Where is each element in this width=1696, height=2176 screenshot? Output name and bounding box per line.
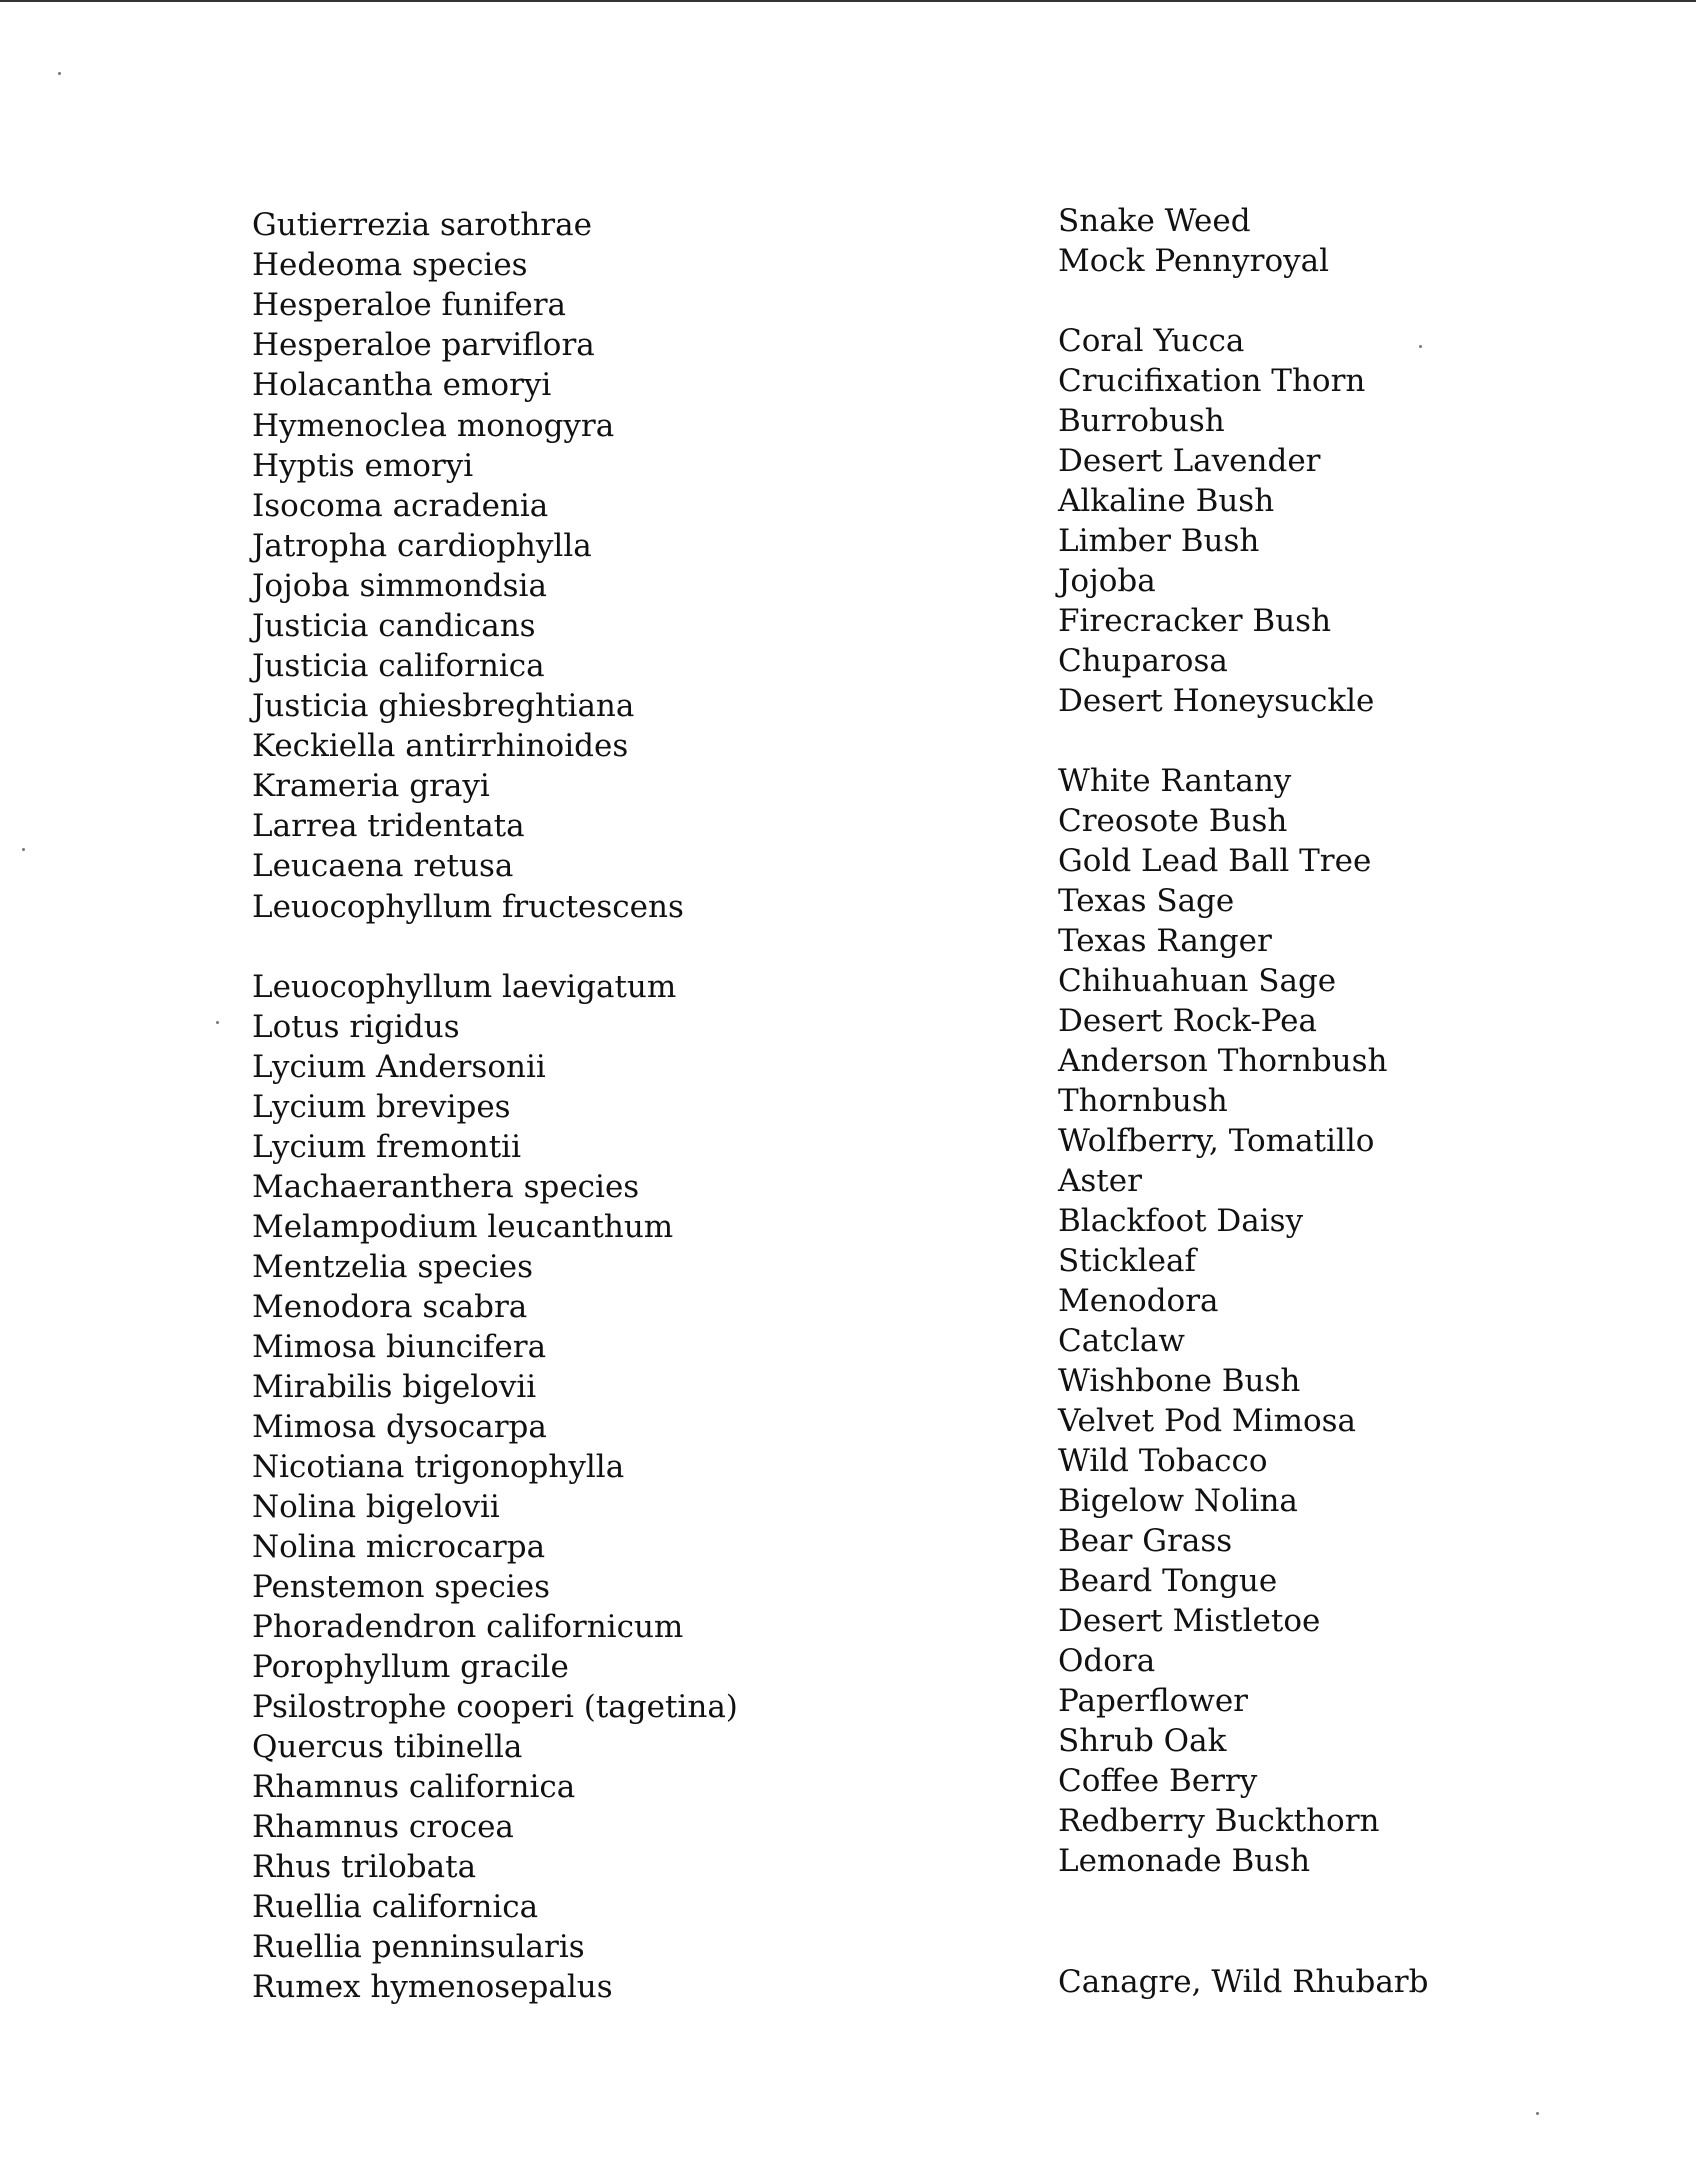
common-name: Desert Honeysuckle [1058,683,1375,719]
common-name: Desert Mistletoe [1058,1603,1321,1639]
scientific-name: Phoradendron californicum [252,1609,684,1645]
common-name: Desert Rock-Pea [1058,1003,1317,1039]
common-name: Crucifixation Thorn [1058,363,1366,399]
scientific-name: Lotus rigidus [252,1009,460,1045]
scientific-name: Hedeoma species [252,247,528,283]
common-name: Wild Tobacco [1058,1443,1268,1479]
scientific-name: Quercus tibinella [252,1729,523,1765]
scientific-name: Rhamnus crocea [252,1809,514,1845]
scientific-name: Hymenoclea monogyra [252,408,615,444]
common-name: Wolfberry, Tomatillo [1058,1123,1375,1159]
common-name: Wishbone Bush [1058,1363,1301,1399]
common-name: Shrub Oak [1058,1723,1227,1759]
scientific-name: Nolina bigelovii [252,1489,500,1525]
common-name: Menodora [1058,1283,1219,1319]
scientific-name: Jatropha cardiophylla [252,528,592,564]
scientific-name: Justicia californica [252,648,545,684]
scientific-name: Rhus trilobata [252,1849,477,1885]
common-name: Gold Lead Ball Tree [1058,843,1372,879]
scientific-name: Keckiella antirrhinoides [252,728,629,764]
scientific-name: Lycium Andersonii [252,1049,546,1085]
scientific-name: Menodora scabra [252,1289,528,1325]
common-name: Redberry Buckthorn [1058,1803,1380,1839]
scan-speck [216,1021,219,1024]
scientific-name: Mentzelia species [252,1249,533,1285]
scientific-name: Psilostrophe cooperi (tagetina) [252,1689,738,1725]
common-name: Snake Weed [1058,203,1251,239]
common-name: Beard Tongue [1058,1563,1278,1599]
common-name: White Rantany [1058,763,1292,799]
common-name: Odora [1058,1643,1156,1679]
scientific-name: Hesperaloe parviflora [252,327,595,363]
common-name: Limber Bush [1058,523,1260,559]
common-name: Stickleaf [1058,1243,1196,1279]
scientific-name: Lycium brevipes [252,1089,511,1125]
scientific-name: Leucaena retusa [252,848,514,884]
common-name: Velvet Pod Mimosa [1058,1403,1357,1439]
scientific-name: Porophyllum gracile [252,1649,569,1685]
scientific-name: Machaeranthera species [252,1169,640,1205]
common-name: Lemonade Bush [1058,1843,1311,1879]
scientific-name: Jojoba simmondsia [252,568,547,604]
scientific-name: Mimosa dysocarpa [252,1409,547,1445]
common-name: Alkaline Bush [1058,483,1275,519]
page-top-edge [0,0,1696,2]
common-name: Bigelow Nolina [1058,1483,1298,1519]
scientific-name: Gutierrezia sarothrae [252,207,592,243]
common-name: Texas Sage [1058,883,1235,919]
common-name: Bear Grass [1058,1523,1233,1559]
scan-speck [1419,345,1422,348]
common-name: Thornbush [1058,1083,1228,1119]
scientific-name: Leuocophyllum fructescens [252,889,684,925]
scientific-name: Ruellia penninsularis [252,1929,585,1965]
scientific-name: Justicia candicans [252,608,536,644]
scan-speck [1536,2112,1539,2115]
scientific-name: Isocoma acradenia [252,488,549,524]
scientific-name: Hesperaloe funifera [252,287,566,323]
scientific-name: Krameria grayi [252,768,490,804]
scientific-name: Melampodium leucanthum [252,1209,674,1245]
common-name: Coral Yucca [1058,323,1245,359]
common-name: Blackfoot Daisy [1058,1203,1304,1239]
common-name: Anderson Thornbush [1058,1043,1388,1079]
scientific-name: Larrea tridentata [252,808,525,844]
scientific-name: Rumex hymenosepalus [252,1969,613,2005]
scientific-name: Holacantha emoryi [252,367,552,403]
scientific-name: Leuocophyllum laevigatum [252,969,677,1005]
scientific-name: Nolina microcarpa [252,1529,546,1565]
common-name: Chuparosa [1058,643,1228,679]
scientific-name: Mirabilis bigelovii [252,1369,537,1405]
common-name: Desert Lavender [1058,443,1321,479]
common-name: Firecracker Bush [1058,603,1332,639]
scientific-name: Penstemon species [252,1569,550,1605]
common-name: Burrobush [1058,403,1225,439]
scientific-name: Hyptis emoryi [252,448,474,484]
common-name: Creosote Bush [1058,803,1288,839]
common-name: Paperflower [1058,1683,1248,1719]
scientific-name: Justicia ghiesbreghtiana [252,688,635,724]
common-name: Canagre, Wild Rhubarb [1058,1964,1429,2000]
common-name: Catclaw [1058,1323,1185,1359]
common-name: Mock Pennyroyal [1058,243,1330,279]
scientific-name: Ruellia californica [252,1889,539,1925]
common-name: Coffee Berry [1058,1763,1258,1799]
common-name: Chihuahuan Sage [1058,963,1337,999]
scientific-name: Nicotiana trigonophylla [252,1449,625,1485]
common-name: Jojoba [1058,563,1156,599]
scientific-name: Lycium fremontii [252,1129,521,1165]
scientific-name: Mimosa biuncifera [252,1329,547,1365]
scan-speck [22,848,25,851]
common-name: Texas Ranger [1058,923,1272,959]
scan-speck [58,72,61,75]
common-name: Aster [1058,1163,1142,1199]
scientific-name: Rhamnus californica [252,1769,576,1805]
